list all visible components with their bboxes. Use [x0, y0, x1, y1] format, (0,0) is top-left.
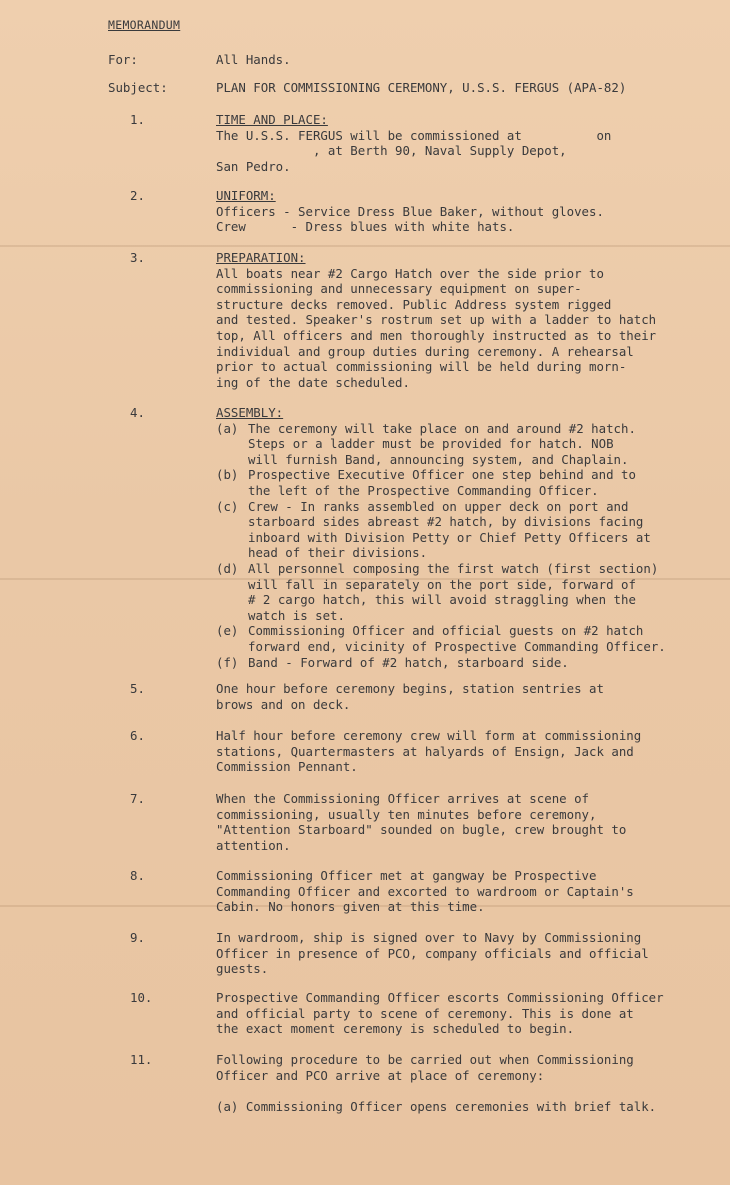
item-line: Officer and PCO arrive at place of ceremony: — [216, 1067, 545, 1083]
item-line: Prospective Commanding Officer escorts Commissioning Officer — [216, 990, 664, 1005]
item-line: Steps or a ladder must be provided for hatch. NOB — [248, 436, 614, 452]
item-line: "Attention Starboard" sounded on bugle, crew brought to — [216, 822, 627, 838]
item-heading: UNIFORM: — [216, 188, 276, 203]
item-heading: PREPARATION: — [216, 250, 306, 265]
item-line: individual and group duties during ceremony. A rehearsal — [216, 343, 634, 359]
item-line: (a) Commissioning Officer opens ceremonies with brief talk. — [216, 1098, 657, 1114]
item-line — [216, 1083, 686, 1099]
item-line: Crew - In ranks assembled on upper deck on port and — [248, 498, 629, 514]
assembly-subitem — [216, 561, 686, 623]
item-line: Commissioning Officer and official guests on #2 hatch — [248, 623, 644, 639]
item-line: When the Commissioning Officer arrives at scene of — [216, 791, 589, 806]
item-line: One hour before ceremony begins, station sentries at — [216, 681, 604, 696]
item-number: 10. — [130, 990, 153, 1005]
paper-fold — [0, 245, 730, 247]
item-preparation — [216, 250, 686, 390]
item-sentries — [216, 681, 686, 712]
memo-title: MEMORANDUM — [108, 18, 181, 32]
subitem-label: (b) — [216, 467, 239, 483]
item-number: 11. — [130, 1052, 153, 1067]
assembly-subitem — [216, 499, 686, 561]
assembly-subitem — [216, 421, 686, 468]
item-line: the left of the Prospective Commanding Officer. — [248, 482, 599, 498]
item-uniform — [216, 188, 686, 235]
subitem-label: (d) — [216, 560, 239, 576]
item-heading: ASSEMBLY: — [216, 405, 284, 420]
item-line: forward end, vicinity of Prospective Commanding Officer. — [248, 638, 666, 654]
assembly-subitem — [216, 655, 686, 671]
item-line: All boats near #2 Cargo Hatch over the side prior to — [216, 265, 604, 281]
for-value: All Hands. — [216, 52, 291, 67]
item-number: 6. — [130, 728, 145, 743]
subitem-label: (e) — [216, 623, 239, 639]
item-line: Following procedure to be carried out when Commissioning — [216, 1052, 634, 1067]
item-number: 5. — [130, 681, 145, 696]
item-line: stations, Quartermasters at halyards of Ensign, Jack and — [216, 743, 634, 759]
item-line: # 2 cargo hatch, this will avoid straggling when the — [248, 592, 636, 608]
item-line: brows and on deck. — [216, 696, 351, 712]
item-line: top, All officers and men thoroughly instructed as to their — [216, 327, 657, 343]
item-number: 4. — [130, 405, 145, 420]
item-line: Crew - Dress blues with white hats. — [216, 219, 515, 235]
assembly-subitem — [216, 623, 686, 654]
item-line: Half hour before ceremony crew will form at commissioning — [216, 728, 642, 743]
item-number: 1. — [130, 112, 145, 127]
item-line: Officers - Service Dress Blue Baker, without gloves. — [216, 203, 604, 219]
item-line: The ceremony will take place on and around #2 hatch. — [248, 420, 636, 436]
item-line: prior to actual commissioning will be held during morn- — [216, 359, 627, 375]
item-line: watch is set. — [248, 607, 345, 623]
item-number: 3. — [130, 250, 145, 265]
item-line: The U.S.S. FERGUS will be commissioned at on — [216, 127, 612, 143]
item-line: commissioning and unnecessary equipment on super- — [216, 281, 582, 297]
item-number: 2. — [130, 188, 145, 203]
item-assembly — [216, 405, 686, 670]
for-label: For: — [108, 52, 138, 67]
item-arrival — [216, 791, 686, 853]
item-line: Band - Forward of #2 hatch, starboard side. — [248, 654, 569, 670]
subject-value: PLAN FOR COMMISSIONING CEREMONY, U.S.S. FERGUS (APA-82) — [216, 80, 627, 95]
item-line: Commission Pennant. — [216, 759, 358, 775]
assembly-subitem — [216, 467, 686, 498]
item-line: Commanding Officer and excorted to wardroom or Captain's — [216, 883, 634, 899]
item-line: All personnel composing the first watch (first section) — [248, 560, 659, 576]
item-line: and tested. Speaker's rostrum set up with a ladder to hatch — [216, 312, 657, 328]
item-number: 7. — [130, 791, 145, 806]
item-procedure — [216, 1052, 686, 1114]
item-line: In wardroom, ship is signed over to Navy by Commissioning — [216, 930, 642, 945]
item-line: commissioning, usually ten minutes before ceremony, — [216, 806, 597, 822]
item-number: 8. — [130, 868, 145, 883]
item-line: Officer in presence of PCO, company officials and official — [216, 945, 649, 961]
item-line: San Pedro. — [216, 158, 291, 174]
item-crew-forms — [216, 728, 686, 775]
item-line: will fall in separately on the port side, forward of — [248, 576, 636, 592]
subitem-label: (c) — [216, 498, 239, 514]
item-line: structure decks removed. Public Address system rigged — [216, 296, 612, 312]
item-line: Prospective Executive Officer one step behind and to — [248, 467, 636, 483]
item-time-and-place — [216, 112, 686, 174]
item-line: and official party to scene of ceremony. This is done at — [216, 1005, 634, 1021]
item-line: , at Berth 90, Naval Supply Depot, — [216, 143, 567, 159]
subitem-label: (f) — [216, 654, 239, 670]
item-line: Commissioning Officer met at gangway be Prospective — [216, 868, 597, 883]
item-line: guests. — [216, 961, 269, 977]
item-line: the exact moment ceremony is scheduled to begin. — [216, 1021, 575, 1037]
item-line: ing of the date scheduled. — [216, 374, 410, 390]
item-line: starboard sides abreast #2 hatch, by divisions facing — [248, 514, 644, 530]
item-line: attention. — [216, 837, 291, 853]
item-heading: TIME AND PLACE: — [216, 112, 328, 127]
item-line: will furnish Band, announcing system, and Chaplain. — [248, 451, 629, 467]
item-wardroom — [216, 930, 686, 977]
item-escort — [216, 990, 686, 1037]
subitem-label: (a) — [216, 420, 239, 436]
item-line: head of their divisions. — [248, 545, 428, 561]
subject-label: Subject: — [108, 80, 168, 95]
item-line: inboard with Division Petty or Chief Petty Officers at — [248, 529, 651, 545]
item-number: 9. — [130, 930, 145, 945]
item-gangway — [216, 868, 686, 915]
item-line: Cabin. No honors given at this time. — [216, 899, 485, 915]
